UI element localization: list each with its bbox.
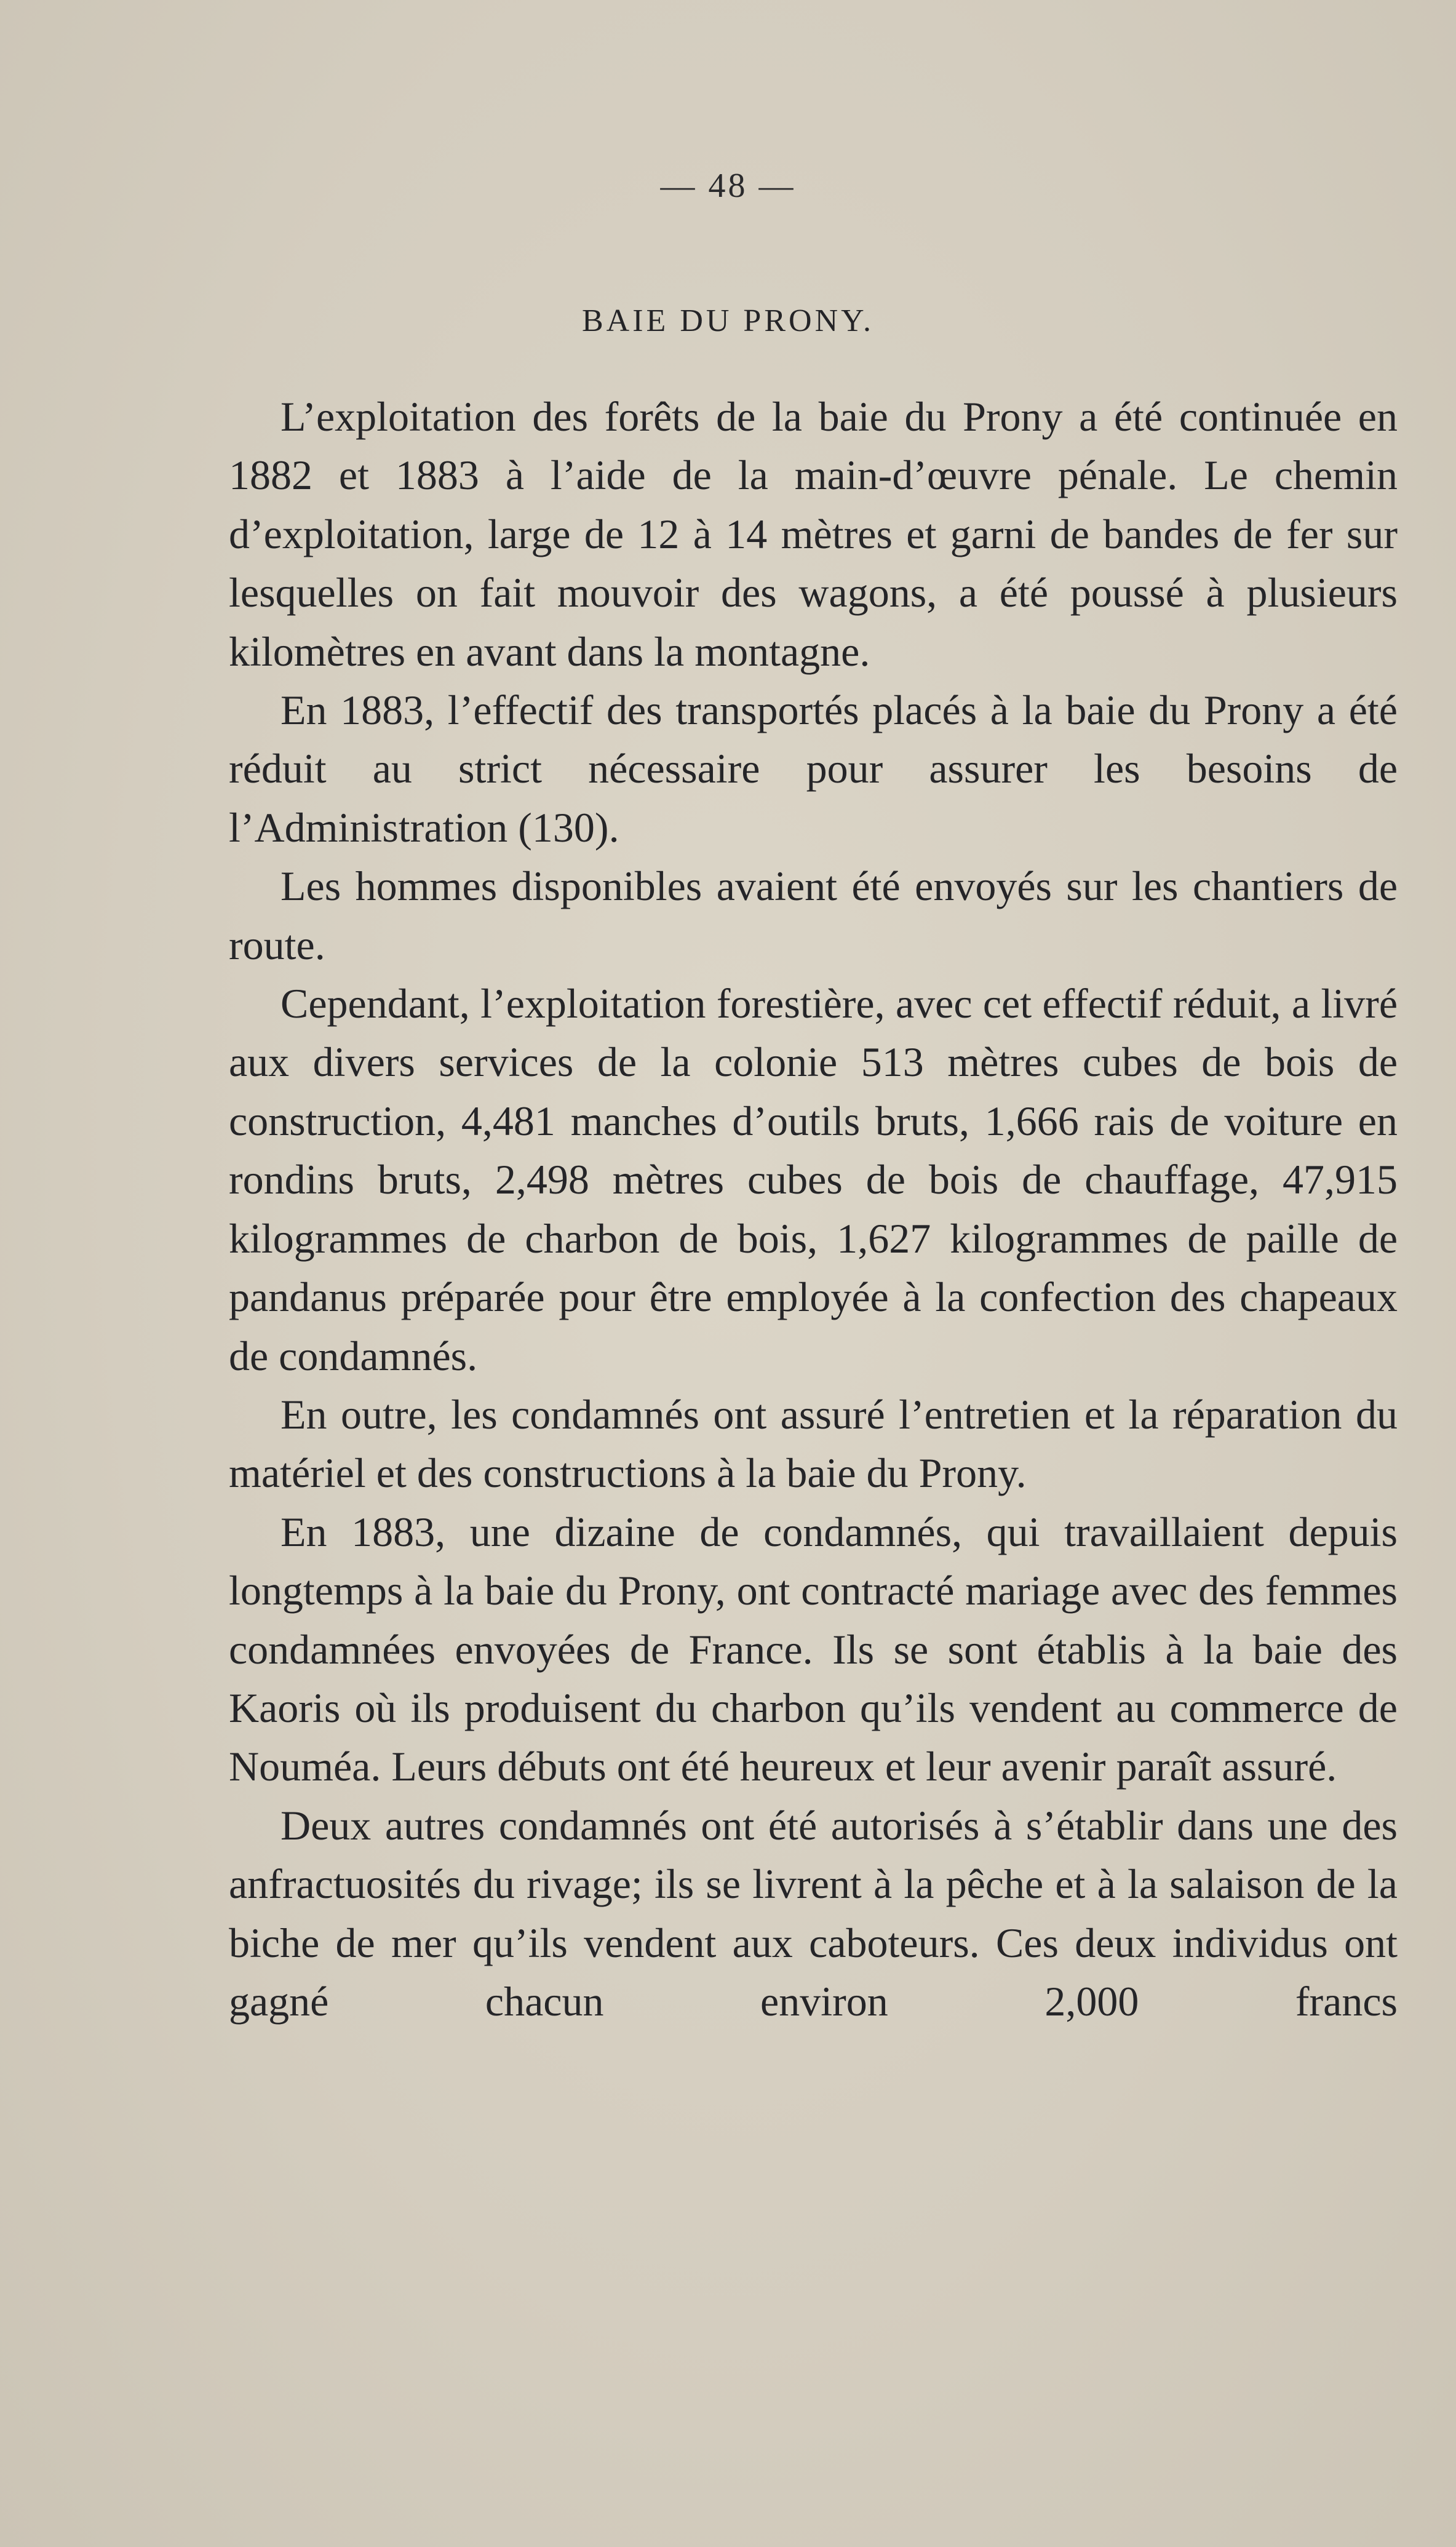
page-number: — 48 — (660, 167, 796, 205)
paragraph: En outre, les condamnés ont assuré l’entretien et la réparation du matériel et des constructions à la baie du Prony. (229, 1390, 1398, 1497)
section-heading: BAIE DU PRONY. (582, 303, 874, 338)
paragraph: Deux autres condamnés ont été autorisés à s’établir dans une des anfractuosités du rivage; ils se livrent à la pêche et à la salaison de la biche de mer qu’ils vendent aux caboteurs. Ces deux individus ont gagné chacun environ 2,000 francs (229, 1801, 1398, 2025)
paragraph: Cependant, l’exploitation forestière, avec cet effectif réduit, a livré aux divers services de la colonie 513 mètres cubes de bois de construction, 4,481 manches d’outils bruts, 1,666 rais de voiture en rondins bruts, 2,498 mètres cubes de bois de chauffage, 47,915 kilogrammes de charbon de bois, 1,627 kilogrammes de paille de pandanus préparée pour être employée à la confection des chapeaux de condamnés. (229, 980, 1398, 1379)
paragraph: Les hommes disponibles avaient été envoyés sur les chantiers de route. (229, 863, 1398, 968)
paragraph: L’exploitation des forêts de la baie du Prony a été continuée en 1882 et 1883 à l’aide de la main-d’œuvre pénale. Le chemin d’exploitation, large de 12 à 14 mètres et garni de bandes de fer sur lesquelles on fait mouvoir des wagons, a été poussé à plusieurs kilomètres en avant dans la montagne. (229, 393, 1398, 675)
paragraph: En 1883, une dizaine de condamnés, qui travaillaient depuis longtemps à la baie du Prony, ont contracté mariage avec des femmes condamnées envoyées de France. Ils se sont établis à la baie des Kaoris où ils produisent du charbon qu’ils vendent au commerce de Nouméa. Leurs débuts ont été heureux et leur avenir paraît assuré. (229, 1508, 1398, 1790)
paragraph: En 1883, l’effectif des transportés placés à la baie du Prony a été réduit au strict nécessaire pour assurer les besoins de l’Administration (130). (229, 687, 1398, 851)
body-text (229, 388, 1398, 2031)
